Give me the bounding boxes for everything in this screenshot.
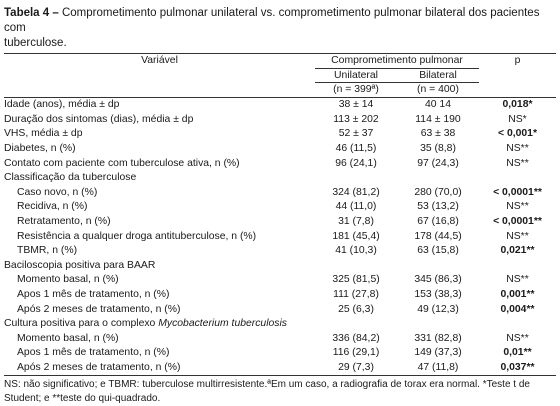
caption-text-line2: tuberculose.: [4, 37, 67, 49]
table-row: [4, 346, 556, 361]
table-row: [4, 317, 556, 332]
cell-bilateral: 331 (82,8): [414, 332, 462, 344]
row-label: Apos 1 mês de tratamento, n (%): [17, 347, 170, 359]
table-row: [4, 244, 556, 259]
cell-bilateral: 345 (86,3): [414, 274, 462, 286]
table-row: [4, 171, 556, 186]
cell-unilateral: 325 (81,5): [332, 274, 380, 286]
cell-p-value: 0,004**: [500, 303, 535, 315]
table-row: [4, 142, 556, 157]
cell-bilateral: 114 ± 190: [415, 113, 461, 125]
caption-label: Tabela 4 –: [4, 7, 59, 19]
table-row: [4, 185, 556, 200]
footnote-line1: NS: não significativo; e TBMR: tuberculose multirresistente.ªEm um caso, a radiografia de torax era normal. *Teste t de: [4, 379, 530, 391]
cell-bilateral: 63 (15,8): [417, 245, 459, 257]
cell-bilateral: [397, 258, 479, 273]
row-label: Retratamento, n (%): [17, 216, 111, 228]
row-label: Momento basal, n (%): [17, 274, 119, 286]
header-n-bilateral: (n = 400): [397, 83, 479, 98]
cell-bilateral: [397, 317, 479, 332]
header-bilateral: Bilateral: [397, 68, 479, 83]
cell-p-value: NS**: [506, 230, 529, 242]
footnote-line2: Student; e **teste do qui-quadrado.: [4, 392, 161, 404]
cell-unilateral: [315, 171, 397, 186]
cell-p-value: NS**: [506, 201, 529, 213]
cell-bilateral: 67 (16,8): [417, 216, 459, 228]
cell-p-value: NS**: [506, 274, 529, 286]
header-variable: Variável: [141, 55, 178, 67]
cell-unilateral: 29 (7,3): [315, 360, 397, 375]
cell-p-value: NS**: [506, 143, 529, 155]
row-label: Cultura positiva para o complexo Mycobacterium tuberculosis: [4, 318, 287, 330]
cell-unilateral: 111 (27,8): [333, 289, 379, 300]
row-label: Resistência a qualquer droga antituberculose, n (%): [17, 230, 257, 242]
row-label: Recidiva, n (%): [17, 201, 88, 213]
header-n-unilateral: (n = 399ª): [315, 83, 397, 98]
cell-p-value: < 0,0001**: [493, 186, 542, 198]
cell-bilateral: 97 (24,3): [417, 157, 459, 169]
cell-p-value: < 0,001*: [497, 128, 537, 140]
cell-unilateral: 41 (10,3): [335, 245, 377, 257]
cell-unilateral: 44 (11,0): [335, 201, 377, 213]
cell-unilateral: 336 (84,2): [332, 332, 380, 344]
cell-p-value: 0,037**: [479, 360, 556, 375]
cell-unilateral: 324 (81,2): [332, 186, 380, 198]
cell-bilateral: [397, 171, 479, 186]
cell-unilateral: 181 (45,4): [332, 230, 380, 242]
cell-p-value: 0,01**: [503, 347, 532, 359]
cell-p-value: NS**: [506, 332, 529, 344]
cell-bilateral: 149 (37,3): [414, 347, 462, 359]
cell-p-value: NS*: [508, 113, 527, 125]
row-label: Apos 1 mês de tratamento, n (%): [17, 289, 170, 300]
cell-bilateral: 49 (12,3): [417, 303, 459, 315]
table-row: [4, 302, 556, 317]
cell-p-value: [479, 258, 556, 273]
row-label-italic: Mycobacterium tuberculosis: [158, 318, 287, 330]
table-row: [4, 229, 556, 244]
table-row: [4, 258, 556, 273]
row-label: VHS, média ± dp: [4, 128, 83, 140]
row-label: Após 2 meses de tratamento, n (%): [17, 303, 181, 315]
cell-unilateral: 46 (11,5): [335, 143, 377, 155]
row-label: Caso novo, n (%): [17, 186, 98, 198]
row-label: Duração dos sintomas (dias), média ± dp: [4, 113, 194, 125]
table-row: [4, 97, 556, 112]
table-caption: [4, 6, 556, 51]
header-row-1: [4, 54, 556, 68]
header-group: Comprometimento pulmonar: [315, 54, 479, 68]
table-row: [4, 273, 556, 288]
table-page: [4, 0, 556, 405]
row-label: TBMR, n (%): [17, 245, 78, 257]
table-row: [4, 288, 556, 303]
cell-p-value: < 0,0001**: [493, 216, 542, 228]
table-row: [4, 127, 556, 142]
cell-bilateral: 178 (44,5): [414, 230, 462, 242]
table-row: [4, 360, 556, 375]
row-label: Contato com paciente com tuberculose ativa, n (%): [4, 157, 240, 169]
row-label: Idade (anos), média ± dp: [4, 99, 120, 111]
cell-p-value: 0,021**: [500, 245, 535, 257]
cell-unilateral: 38 ± 14: [338, 99, 374, 111]
cell-bilateral: 63 ± 38: [420, 128, 456, 140]
header-p: p: [514, 55, 521, 67]
cell-bilateral: 53 (13,2): [417, 201, 459, 213]
cell-bilateral: 40 14: [424, 99, 451, 111]
table-row: [4, 112, 556, 127]
table-row: [4, 200, 556, 215]
cell-unilateral: 116 (29,1): [332, 347, 380, 359]
cell-bilateral: 153 (38,3): [414, 289, 462, 300]
table-footnote: [4, 378, 556, 405]
row-label: Após 2 meses de tratamento, n (%): [4, 360, 315, 375]
table-row: [4, 331, 556, 346]
header-row-3: [4, 83, 556, 98]
table-row: [4, 215, 556, 230]
cell-unilateral: [315, 258, 397, 273]
cell-p-value: NS**: [506, 157, 529, 169]
caption-text-line1: Comprometimento pulmonar unilateral vs. comprometimento pulmonar bilateral dos pacientes com: [4, 7, 540, 34]
cell-p-value: 0,001**: [500, 289, 535, 300]
row-label: Classificação da tuberculose: [4, 172, 137, 184]
table-row: [4, 156, 556, 171]
cell-unilateral: 96 (24,1): [335, 157, 377, 169]
cell-unilateral: 31 (7,8): [338, 216, 374, 228]
header-row-2: [4, 68, 556, 83]
table-body: [4, 97, 556, 375]
cell-p-value: 0,018*: [502, 99, 533, 111]
cell-p-value: [479, 317, 556, 332]
row-label: Momento basal, n (%): [17, 332, 119, 344]
cell-p-value: [479, 171, 556, 186]
row-label: Baciloscopia positiva para BAAR: [4, 259, 156, 271]
data-table: [4, 53, 556, 376]
row-label: Diabetes, n (%): [4, 143, 76, 155]
header-unilateral: Unilateral: [315, 68, 397, 83]
cell-unilateral: [315, 317, 397, 332]
cell-unilateral: 25 (6,3): [338, 303, 374, 315]
cell-bilateral: 35 (8,8): [420, 143, 456, 155]
cell-bilateral: 47 (11,8): [397, 360, 479, 375]
cell-bilateral: 280 (70,0): [414, 186, 462, 198]
cell-unilateral: 113 ± 202: [333, 113, 379, 125]
cell-unilateral: 52 ± 37: [338, 128, 374, 140]
